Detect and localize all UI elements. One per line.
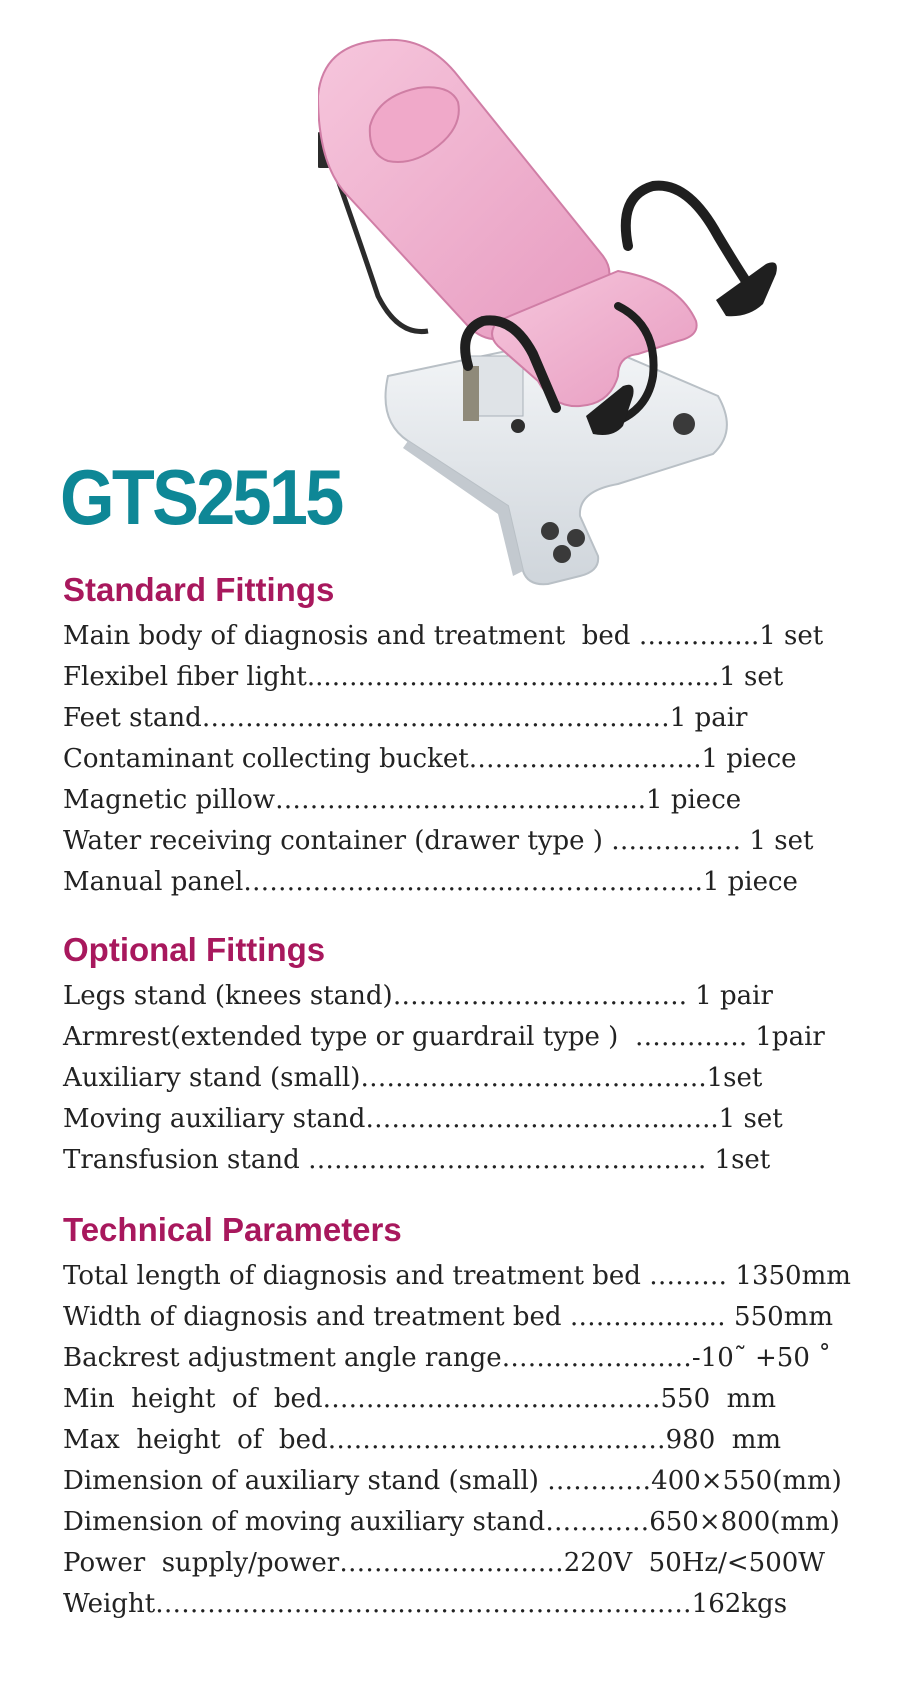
standard-fittings-list: [63, 616, 823, 903]
standard-fitting-row: Flexibel fiber light...….…………..……………………...1 set: [63, 662, 784, 692]
technical-parameter-row: Power supply/power………..……………220V 50Hz/<500W: [63, 1548, 826, 1578]
optional-fittings-list: [63, 976, 825, 1181]
exam-chair-image: [318, 36, 838, 596]
optional-fitting-row: Auxiliary stand (small)………………………………….1set: [63, 1063, 763, 1093]
technical-parameters-section: [63, 1213, 851, 1625]
optional-fittings-heading: Optional Fittings: [63, 931, 326, 968]
standard-fitting-row: Manual panel……………..................………….……..1 piece: [63, 867, 798, 897]
optional-fitting-row: Transfusion stand ………………………………………. 1set: [63, 1145, 771, 1175]
optional-fitting-row: Legs stand (knees stand)……………………………. 1 pair: [63, 981, 773, 1011]
technical-parameters-list: [63, 1256, 851, 1625]
optional-fittings-section: [63, 933, 825, 1181]
optional-fitting-row: Armrest(extended type or guardrail type ) …………. 1pair: [63, 1022, 825, 1052]
technical-parameter-row: Max height of bed…………………………………980 mm: [63, 1425, 782, 1455]
optional-fitting-row: Moving auxiliary stand……………………………...…..1 set: [63, 1104, 783, 1134]
technical-parameter-row: Width of diagnosis and treatment bed ……………… 550mm: [63, 1302, 833, 1332]
standard-fitting-row: Contaminant collecting bucket……………….……..1 piece: [63, 744, 797, 774]
technical-parameter-row: Min height of bed…………………………………550 mm: [63, 1384, 776, 1414]
technical-parameter-row: Dimension of moving auxiliary stand…………650×800(mm): [63, 1507, 840, 1537]
standard-fitting-row: Magnetic pillow…………………………….……...1 piece: [63, 785, 742, 815]
standard-fitting-row: Main body of diagnosis and treatment bed …………..1 set: [63, 621, 824, 651]
technical-parameter-row: Total length of diagnosis and treatment bed ……… 1350mm: [63, 1261, 851, 1291]
standard-fittings-heading: Standard Fittings: [63, 571, 335, 608]
model-title: GTS2515: [60, 453, 342, 541]
technical-parameter-row: Weight………………………..……………………………162kgs: [63, 1589, 788, 1619]
technical-parameter-row: Backrest adjustment angle range…….……………-10˜ +50 ˚: [63, 1343, 832, 1373]
standard-fittings-section: [63, 573, 823, 903]
standard-fitting-row: Water receiving container (drawer type ) …………… 1 set: [63, 826, 814, 856]
technical-parameters-heading: Technical Parameters: [63, 1211, 402, 1248]
technical-parameter-row: Dimension of auxiliary stand (small) …………400×550(mm): [63, 1466, 842, 1496]
standard-fitting-row: Feet stand………………………………………………1 pair: [63, 703, 748, 733]
